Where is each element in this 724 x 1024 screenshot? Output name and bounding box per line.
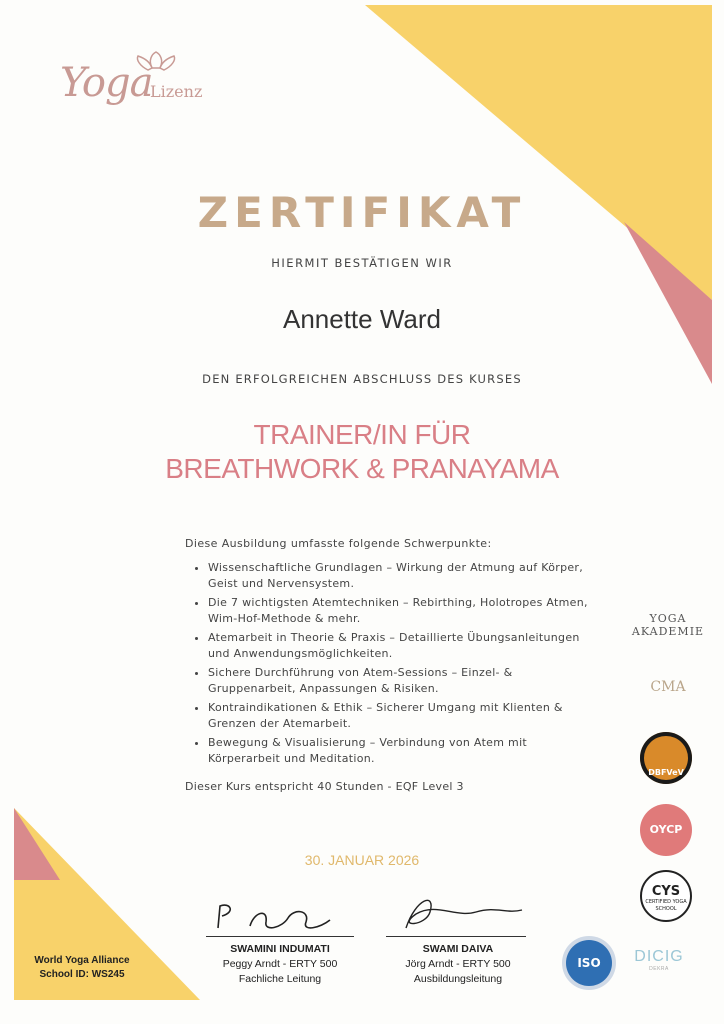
signature-block-1 [200,942,360,987]
school-name: World Yoga Alliance [34,955,130,966]
dicig-logo [626,948,692,972]
course-title-line2: BREATHWORK & PRANAYAMA [165,453,559,484]
list-item: • Wissenschaftliche Grundlagen – Wirkung der Atmung auf Körper, Geist und Nervensystem. [208,560,588,592]
list-item: • Bewegung & Visualisierung – Verbindung von Atem mit Körperarbeit und Meditation. [208,735,588,767]
yoga-akademie-line2: AKADEMIE [631,625,705,638]
signer-role: Fachliche Leitung [238,973,322,985]
cys-badge-sub: CERTIFIED YOGA SCHOOL [645,899,687,912]
dicig-logo-main: DICIG [634,948,684,965]
certificate-date: 30. JANUAR 2026 [304,852,420,868]
course-hours: Dieser Kurs entspricht 40 Stunden - EQF Level 3 [185,780,464,793]
signer-person: Jörg Arndt - ERTY 500 [405,958,511,970]
list-item: • Atemarbeit in Theorie & Praxis – Detaillierte Übungsanleitungen und Anwendungsmöglichkeiten. [208,630,588,662]
signature-line [206,936,354,937]
cys-badge-main: CYS [651,884,681,899]
yoga-akademie-line1: YOGA [649,612,687,625]
recipient-name: Annette Ward [282,304,441,334]
completion-text: DEN ERFOLGREICHEN ABSCHLUSS DES KURSES [202,372,522,386]
logo-wordmark: Yoga [60,60,153,106]
signature-block-2 [378,942,538,987]
oycp-badge: OYCP [640,804,692,856]
dbfv-badge: DBFVeV [640,732,692,784]
course-title-line1: TRAINER/IN FÜR [253,419,471,450]
signer-person: Peggy Arndt - ERTY 500 [222,958,338,970]
focus-list [190,560,588,770]
logo-subtitle: Lizenz [150,82,203,101]
focus-intro: Diese Ausbildung umfasste folgende Schwerpunkte: [185,537,492,550]
signature-1-graphic [210,898,340,938]
yoga-akademie-logo [628,612,708,638]
school-id [26,954,138,982]
signature-line [386,936,526,937]
confirmation-text: HIERMIT BESTÄTIGEN WIR [271,256,453,270]
signer-title: SWAMINI INDUMATI [230,943,330,955]
signer-title: SWAMI DAIVA [422,943,494,955]
signature-2-graphic [386,888,526,938]
signer-role: Ausbildungsleitung [413,973,503,985]
iso-badge: ISO [566,940,612,986]
school-number: School ID: WS245 [39,969,125,980]
list-item: • Sichere Durchführung von Atem-Sessions – Einzel- & Gruppenarbeit, Anpassungen & Risiken. [208,665,588,697]
cys-badge [640,870,692,922]
list-item: • Die 7 wichtigsten Atemtechniken – Rebirthing, Holotropes Atmen, Wim-Hof-Methode & mehr. [208,595,588,627]
dicig-logo-sub: DEKRA [649,966,669,972]
cma-logo: CMA [650,679,686,695]
certificate-title: ZERTIFIKAT [197,188,527,237]
course-title [0,418,724,486]
list-item: • Kontraindikationen & Ethik – Sicherer Umgang mit Klienten & Grenzen der Atemarbeit. [208,700,588,732]
